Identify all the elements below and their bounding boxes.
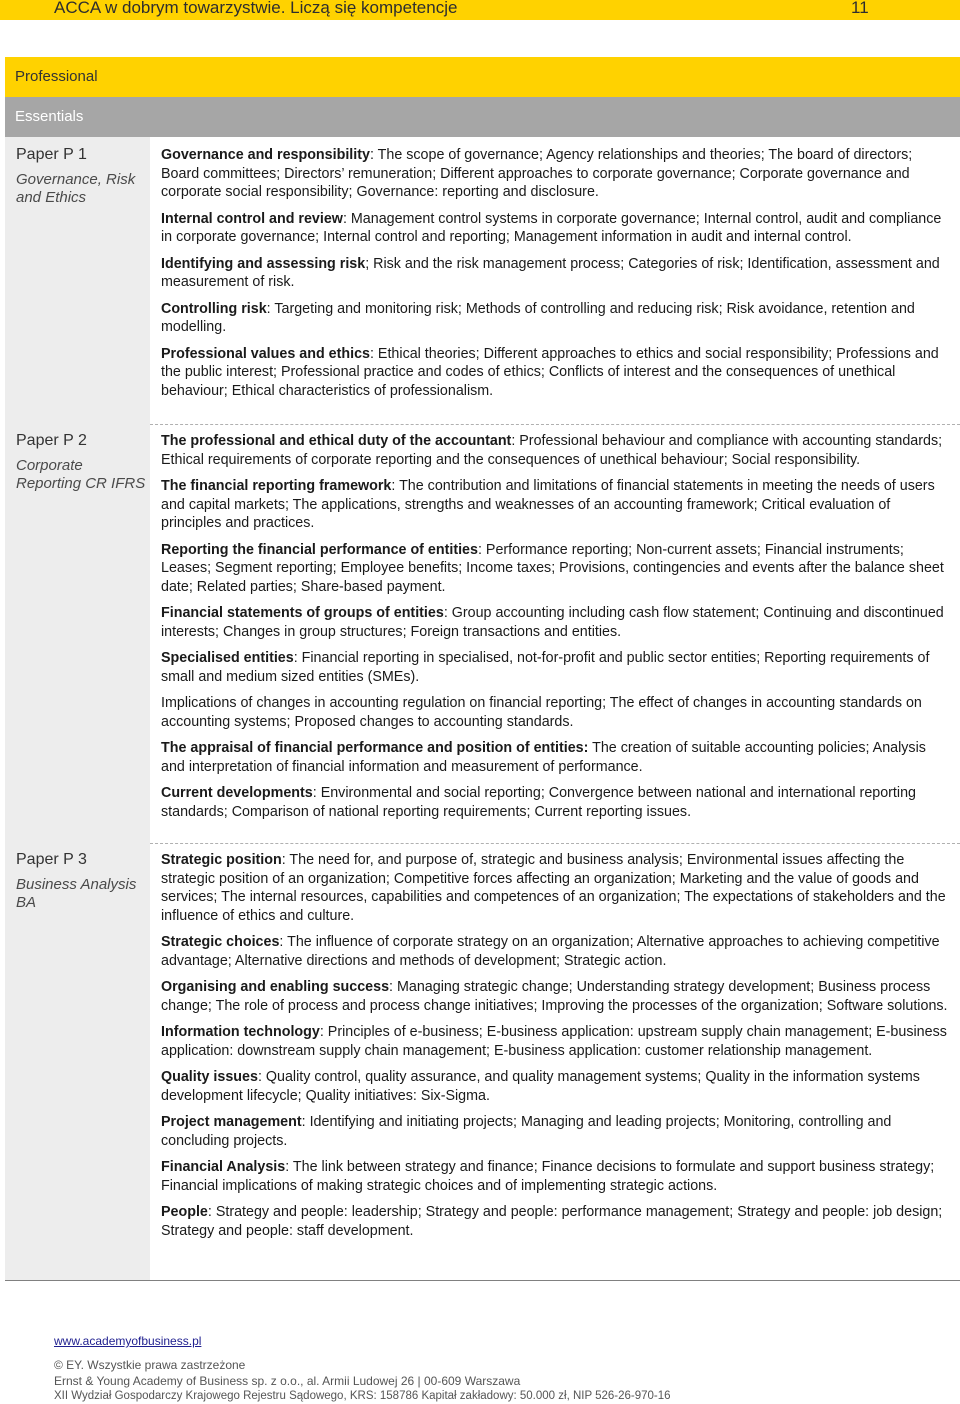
paper-p1-section <box>161 146 951 408</box>
paper-p2-section <box>161 432 951 829</box>
section-divider <box>150 424 960 425</box>
website-link[interactable]: www.academyofbusiness.pl <box>54 1334 202 1348</box>
topic-heading: The professional and ethical duty of the accountant <box>161 433 512 449</box>
footer-registry: XII Wydział Gospodarczy Krajowego Rejestru Sądowego, KRS: 158786 Kapitał zakładowy: 50.000 zł, NIP 526-26-970-16 <box>54 1390 671 1402</box>
topic-text: ; Risk and the risk management process; Categories of risk; Identification, assessment and measurement of risk. <box>161 255 940 290</box>
topic-text: : Managing strategic change; Understanding strategy development; Business process change; The role of process and process change initiatives; Improving the processes of the organization; Software solutions. <box>161 979 948 1014</box>
topic-heading: Quality issues <box>161 1069 258 1085</box>
syllabus-paragraph <box>161 1023 951 1060</box>
syllabus-paragraph <box>161 978 951 1015</box>
topic-heading: Reporting the financial performance of entities <box>161 541 478 558</box>
professional-band: Professional <box>5 57 960 97</box>
header-title: ACCA w dobrym towarzystwie. Liczą się kompetencje <box>54 0 458 17</box>
topic-text: : Ethical theories; Different approaches to ethics and social responsibility; Professions and the public interest; Professional practice and codes of ethics; Conflicts of interest and the consequences of unethical behaviour; Ethical characteristics of professionalism. <box>161 345 939 399</box>
paper-name: Business Analysis BA <box>16 875 137 911</box>
topic-text: : Strategy and people: leadership; Strategy and people: performance management; Strategy and people: job design; Strategy and people: staff development. <box>161 1204 943 1239</box>
syllabus-paragraph <box>161 146 951 202</box>
footer-address: Ernst & Young Academy of Business sp. z o.o., al. Armii Ludowej 26 | 00-609 Warszawa <box>54 1374 521 1388</box>
paper-p1-label <box>16 146 146 208</box>
topic-heading: Identifying and assessing risk <box>161 255 366 272</box>
topic-text: : Professional behaviour and compliance with accounting standards; Ethical requirements of corporate reporting and the consequences of unethical behaviour; Social responsibility. <box>161 433 943 468</box>
topic-heading: Current developments <box>161 785 313 801</box>
topic-text: : Management control systems in corporate governance; Internal control, audit and compliance in corporate governance; Internal control and reporting; Management information in audit and internal control. <box>161 210 942 245</box>
paper-name: Governance, Risk and Ethics <box>16 170 136 206</box>
topic-text: The creation of suitable accounting policies; Analysis and interpretation of financial information and measurement of performance. <box>161 740 926 775</box>
syllabus-paragraph <box>161 345 951 401</box>
syllabus-paragraph <box>161 851 951 925</box>
bottom-rule <box>5 1280 960 1281</box>
topic-heading: People <box>161 1204 208 1220</box>
syllabus-paragraph <box>161 1158 951 1195</box>
syllabus-paragraph <box>161 432 951 469</box>
topic-heading: Professional values and ethics <box>161 345 370 362</box>
syllabus-paragraph <box>161 1068 951 1105</box>
syllabus-paragraph <box>161 541 951 597</box>
topic-heading: Governance and responsibility <box>161 147 370 163</box>
topic-text: : Group accounting including cash flow statement; Continuing and discontinued interests; Changes in group structures; Foreign transactions and entities. <box>161 605 944 640</box>
essentials-band: Essentials <box>5 97 960 137</box>
topic-text: Implications of changes in accounting regulation on financial reporting; The effect of changes in accounting standards on accounting systems; Proposed changes to accounting standards. <box>161 695 922 730</box>
paper-name: Corporate Reporting CR IFRS <box>16 456 146 492</box>
syllabus-paragraph <box>161 477 951 533</box>
topic-heading: Controlling risk <box>161 300 267 317</box>
topic-heading: Information technology <box>161 1024 320 1040</box>
paper-code: Paper P 2 <box>16 432 87 449</box>
topic-heading: Organising and enabling success <box>161 979 390 995</box>
topic-heading: The financial reporting framework <box>161 478 392 494</box>
paper-p2-label <box>16 432 146 494</box>
syllabus-paragraph <box>161 1203 951 1240</box>
topic-text: : Targeting and monitoring risk; Methods of controlling and reducing risk; Risk avoidance, retention and modelling. <box>161 300 915 335</box>
syllabus-paragraph <box>161 604 951 641</box>
topic-text: : Performance reporting; Non-current assets; Financial instruments; Leases; Segment reporting; Employee benefits; Income taxes; Provisions, contingencies and events after the balance sheet date; Related parties; Share-based payment. <box>161 541 944 595</box>
syllabus-paragraph <box>161 694 951 731</box>
paper-sidebar <box>5 137 150 1280</box>
paper-p3-section <box>161 851 951 1248</box>
topic-heading: Internal control and review <box>161 210 343 227</box>
syllabus-paragraph <box>161 739 951 776</box>
paper-p3-label <box>16 851 146 913</box>
topic-text: : The need for, and purpose of, strategic and business analysis; Environmental issues affecting the strategic position of an organization; Competitive forces affecting an organization; Marketing and the value of goods and services; The internal resources, capabilities and competences of an organization; The expectations of stakeholders and the influence of ethics and culture. <box>161 852 946 924</box>
syllabus-paragraph <box>161 649 951 686</box>
syllabus-paragraph <box>161 933 951 970</box>
paper-code: Paper P 1 <box>16 146 87 163</box>
topic-text: : Principles of e-business; E-business application: upstream supply chain management; E-business application: downstream supply chain management; E-business application: customer relationship management. <box>161 1024 947 1059</box>
topic-text: : Financial reporting in specialised, not-for-profit and public sector entities; Reporting requirements of small and medium sized entities (SMEs). <box>161 650 930 685</box>
topic-heading: Financial statements of groups of entities <box>161 605 444 621</box>
topic-text: : The influence of corporate strategy on an organization; Alternative approaches to achieving competitive advantage; Alternative directions and methods of development; Strategic action. <box>161 934 940 969</box>
topic-text: : The contribution and limitations of financial statements in meeting the needs of users and capital markets; The applications, strengths and weaknesses of an accounting framework; Critical evaluation of principles and practices. <box>161 478 935 531</box>
topic-text: : Environmental and social reporting; Convergence between national and international reporting standards; Comparison of national reporting requirements; Current reporting issues. <box>161 785 916 820</box>
topic-heading: The appraisal of financial performance and position of entities: <box>161 740 589 756</box>
topic-text: : Quality control, quality assurance, and quality management systems; Quality in the information systems development lifecycle; Quality initiatives: Six-Sigma. <box>161 1069 920 1104</box>
syllabus-paragraph <box>161 1113 951 1150</box>
topic-heading: Project management <box>161 1114 302 1130</box>
footer-copyright: © EY. Wszystkie prawa zastrzeżone <box>54 1358 246 1372</box>
syllabus-paragraph <box>161 784 951 821</box>
topic-heading: Specialised entities <box>161 650 294 666</box>
topic-heading: Financial Analysis <box>161 1159 286 1175</box>
paper-code: Paper P 3 <box>16 851 87 868</box>
topic-text: : The scope of governance; Agency relationships and theories; The board of directors; Board committees; Directors’ remuneration; Different approaches to corporate governance; Corporate governance and corporate social responsibility; Governance: reporting and disclosure. <box>161 147 913 200</box>
page-number: 11 <box>851 0 869 17</box>
syllabus-paragraph <box>161 300 951 337</box>
topic-text: : The link between strategy and finance; Finance decisions to formulate and support business strategy; Financial implications of making strategic choices and of implementing strategic actions. <box>161 1159 935 1194</box>
syllabus-paragraph <box>161 210 951 247</box>
section-divider <box>150 843 960 844</box>
topic-heading: Strategic position <box>161 852 282 868</box>
topic-heading: Strategic choices <box>161 934 280 950</box>
topic-text: : Identifying and initiating projects; Managing and leading projects; Monitoring, controlling and concluding projects. <box>161 1114 892 1149</box>
syllabus-paragraph <box>161 255 951 292</box>
